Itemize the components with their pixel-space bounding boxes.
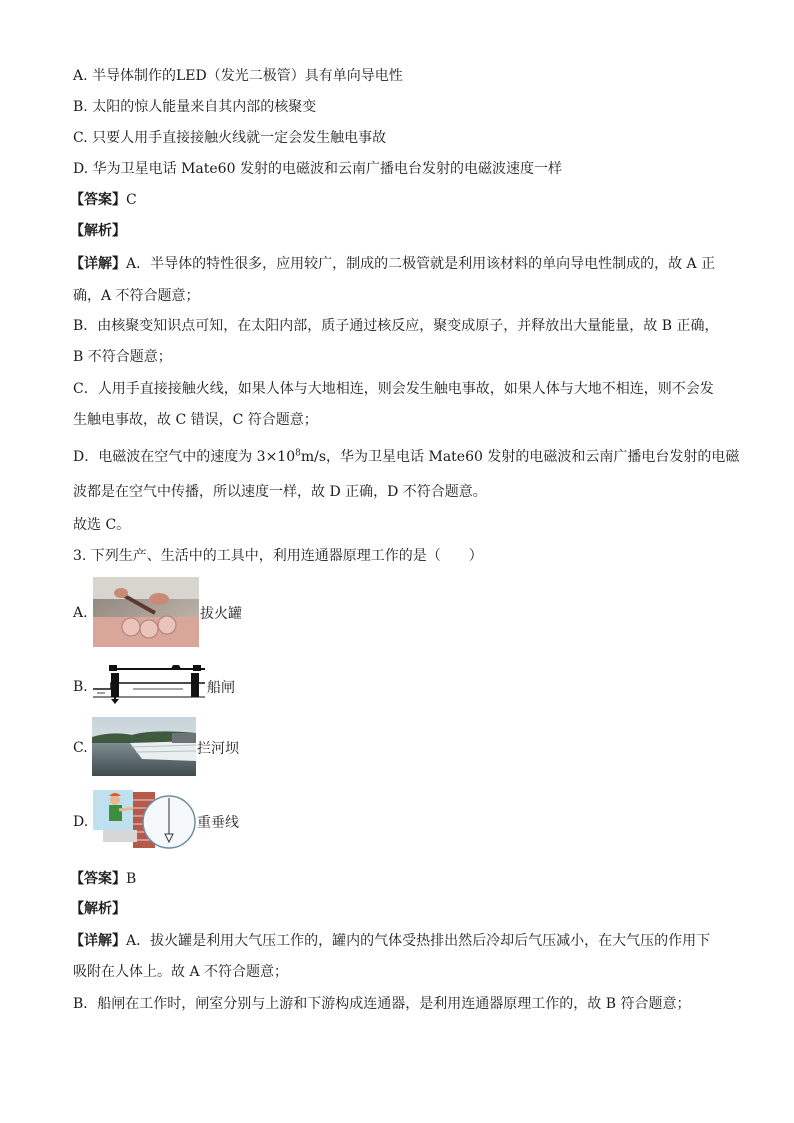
q3-option-b-caption: 船闸 <box>207 680 235 696</box>
answer-value: C <box>126 192 137 208</box>
detail-1-a-line-2: 确，A 不符合题意； <box>73 288 200 304</box>
detail-1-c-line-2: 生触电事故，故 C 错误，C 符合题意； <box>73 412 318 428</box>
prev-option-d: D. 华为卫星电话 Mate60 发射的电磁波和云南广播电台发射的电磁波速度一样 <box>73 161 562 177</box>
prev-option-b: B. 太阳的惊人能量来自其内部的核聚变 <box>73 99 317 115</box>
q3-option-c-caption-text: 拦河坝 <box>197 741 239 757</box>
answer-line-2: 【答案】B <box>70 871 137 887</box>
prev-option-c: C. 只要人用手直接接触火线就一定会发生触电事故 <box>73 130 387 146</box>
ship-lock-diagram <box>93 663 205 705</box>
q3-option-c-letter: C. <box>73 740 88 756</box>
cupping-image <box>93 577 199 647</box>
detail-2-b-line-1: B．船闸在工作时，闸室分别与上游和下游构成连通器，是利用连通器原理工作的，故 B 符合题意； <box>73 996 691 1012</box>
q3-option-a-caption: 拔火罐 <box>200 606 242 622</box>
answer-line-1 <box>70 190 137 210</box>
detail-1-d-line-1: D．电磁波在空气中的速度为 $3\times 10^8m/s$，华为卫星电话 Mate60 发射的电磁波和云南广播电台发射的电磁 <box>73 448 740 465</box>
analysis-heading-2: 【解析】 <box>70 901 126 917</box>
q3-option-b-letter: B. <box>73 679 88 695</box>
dam-image <box>92 717 196 776</box>
question-3-stem: 3. 下列生产、生活中的工具中，利用连通器原理工作的是（ ） <box>73 548 483 564</box>
detail-2-a-line-1: 【详解】A．拔火罐是利用大气压工作的，罐内的气体受热排出然后冷却后气压减小，在大气压的作用下 <box>70 933 711 949</box>
plumb-line-image <box>93 790 197 850</box>
detail-1-c-line-1: C．人用手直接接触火线，如果人体与大地相连，则会发生触电事故，如果人体与大地不相连，则不会发 <box>73 381 714 397</box>
detail-1-conclusion: 故选 C。 <box>73 517 131 533</box>
prev-option-a: A. 半导体制作的LED（发光二极管）具有单向导电性 <box>73 68 403 84</box>
detail-1-b-line-1: B．由核聚变知识点可知，在太阳内部，质子通过核反应，聚变成原子，并释放出大量能量，故 B 正确， <box>73 318 719 334</box>
q3-option-d-caption: 重垂线 <box>197 815 239 831</box>
q3-option-d-letter: D. <box>73 814 89 830</box>
detail-1-b-line-2: B 不符合题意； <box>73 349 172 365</box>
q3-option-a-letter: A. <box>73 605 88 621</box>
answer-value: B <box>126 871 137 887</box>
detail-1-a-line-1: 【详解】A．半导体的特性很多，应用较广，制成的二极管就是利用该材料的单向导电性制成的，故 A 正 <box>70 256 716 272</box>
answer-label: 【答案】 <box>70 192 126 208</box>
detail-1-d-line-2: 波都是在空气中传播，所以速度一样，故 D 正确，D 不符合题意。 <box>73 484 487 500</box>
analysis-heading-1: 【解析】 <box>70 223 126 239</box>
detail-2-a-line-2: 吸附在人体上。故 A 不符合题意； <box>73 964 289 980</box>
